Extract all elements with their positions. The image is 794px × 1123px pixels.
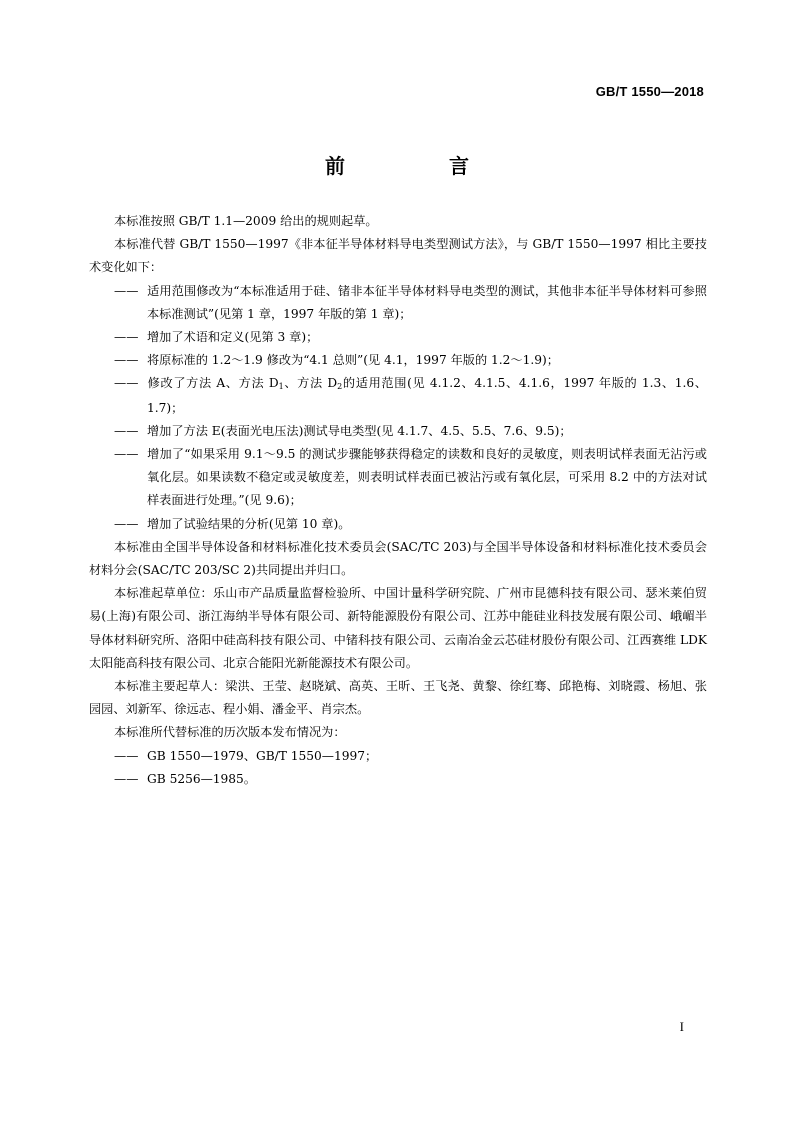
change-text-part: 的适用范围(见 4.1.2、4.1.5、4.1.6，1997 年版的 1.3、1.6、1.7)； [147, 376, 707, 415]
change-text: 适用范围修改为“本标准适用于硅、锗非本征半导体材料导电类型的测试，其他非本征半导体材料可参照本标准测试”(见第 1 章，1997 年版的第 1 章)； [147, 283, 707, 321]
page-number: I [679, 1019, 684, 1034]
history-text: GB 1550—1979、GB/T 1550—1997； [147, 748, 378, 763]
change-text-part: 修改了方法 A、方法 D [147, 376, 279, 391]
dash-mark: —— [114, 748, 139, 763]
history-item [89, 768, 707, 791]
change-item-methods [89, 372, 707, 419]
dash-mark: —— [114, 376, 139, 391]
change-item-analysis [89, 513, 707, 536]
dash-mark: —— [114, 423, 139, 438]
subscript: 2 [337, 382, 343, 392]
change-text-part: 、方法 D [283, 376, 338, 391]
change-item-method-e [89, 420, 707, 443]
change-text: 增加了术语和定义(见第 3 章)； [147, 330, 319, 345]
subscript: 1 [278, 382, 284, 392]
history-intro-paragraph: 本标准所代替标准的历次版本发布情况为： [114, 725, 346, 740]
proposer-paragraph: 本标准由全国半导体设备和材料标准化技术委员会(SAC/TC 203)与全国半导体设备和材料标准化技术委员会材料分会(SAC/TC 203/SC 2)共同提出并归口。 [89, 539, 707, 578]
change-text: 增加了“如果采用 9.1～9.5 的测试步骤能够获得稳定的读数和良好的灵敏度，则表明试样表面无沾污或氧化层。如果读数不稳定或灵敏度差，则表明试样表面已被沾污或有氧化层，可采用 8.2 中的方法对试样表面进行处理。”(见 9.6)； [147, 447, 707, 508]
dash-mark: —— [114, 283, 139, 298]
drafters-paragraph: 本标准主要起草人：梁洪、王莹、赵晓斌、高英、王昕、王飞尧、黄黎、徐红骞、邱艳梅、刘晓霞、杨旭、张园园、刘新军、徐远志、程小娟、潘金平、肖宗杰。 [89, 679, 707, 717]
dash-mark: —— [114, 353, 139, 368]
page-title: 前 言 [325, 154, 511, 178]
dash-mark: —— [114, 771, 139, 786]
change-item-general [89, 349, 707, 372]
foreword-body [89, 210, 707, 791]
change-item-surface [89, 443, 707, 513]
drafting-rule-paragraph: 本标准按照 GB/T 1.1—2009 给出的规则起草。 [114, 214, 378, 228]
change-text: 增加了试验结果的分析(见第 10 章)。 [147, 516, 351, 531]
replacement-paragraph: 本标准代替 GB/T 1550—1997《非本征半导体材料导电类型测试方法》，与 GB/T 1550—1997 相比主要技术变化如下： [89, 237, 707, 275]
change-item-terms [89, 326, 707, 349]
drafting-units-paragraph: 本标准起草单位：乐山市产品质量监督检验所、中国计量科学研究院、广州市昆德科技有限公司、瑟米莱伯贸易(上海)有限公司、浙江海纳半导体有限公司、新特能源股份有限公司、江苏中能硅业科技发展有限公司、峨嵋半导体材料研究所、洛阳中硅高科技有限公司、中锗科技有限公司、云南冶金云芯硅材股份有限公司、江西赛维 LDK 太阳能高科技有限公司、北京合能阳光新能源技术有限公司。 [89, 586, 707, 670]
change-text: 将原标准的 1.2～1.9 修改为“4.1 总则”(见 4.1，1997 年版的 1.2～1.9)； [147, 353, 559, 368]
change-text: 增加了方法 E(表面光电压法)测试导电类型(见 4.1.7、4.5、5.5、7.6、9.5)； [147, 423, 572, 438]
change-item-scope [89, 280, 707, 326]
history-text: GB 5256—1985。 [147, 771, 256, 786]
dash-mark: —— [114, 330, 139, 345]
standard-code: GB/T 1550—2018 [595, 84, 704, 99]
history-item [89, 745, 707, 768]
dash-mark: —— [114, 447, 139, 462]
dash-mark: —— [114, 516, 139, 531]
